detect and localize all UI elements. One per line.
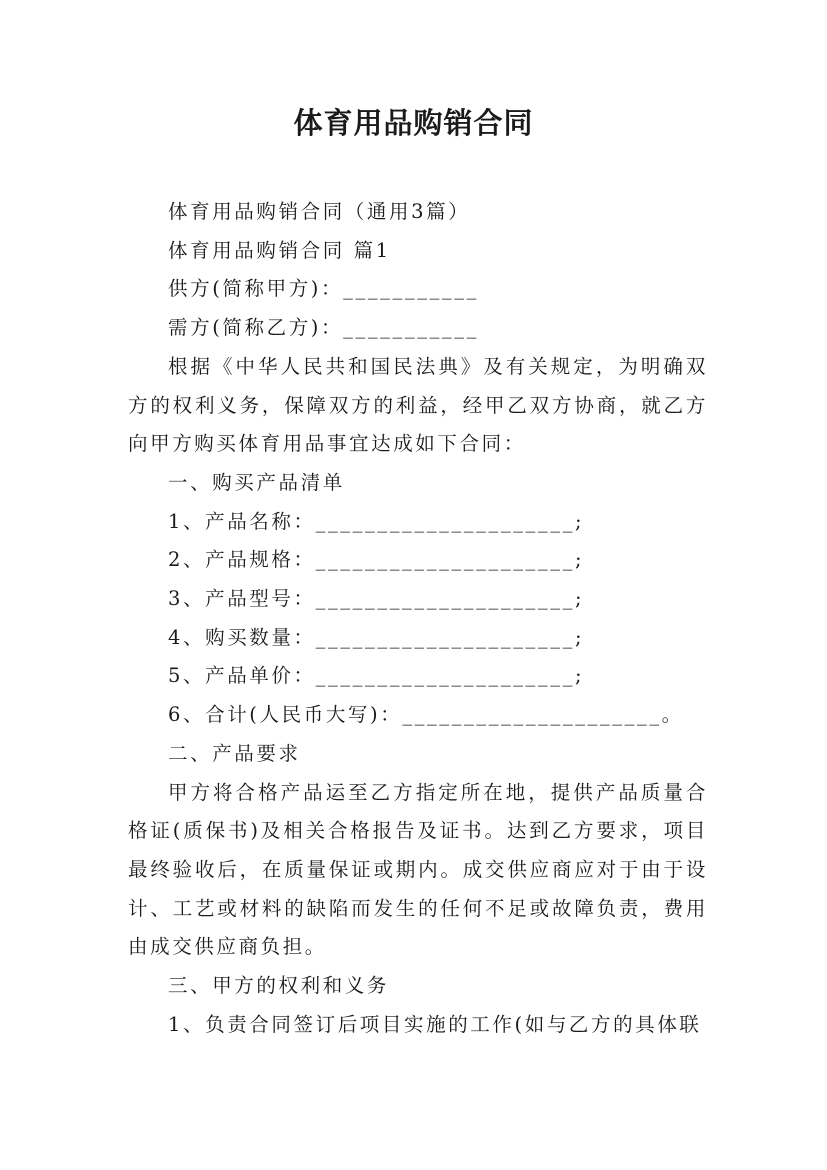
document-body (128, 193, 708, 1044)
paragraph-preamble: 根据《中华人民共和国民法典》及有关规定，为明确双方的权利义务，保障双方的利益，经甲乙双方协商，就乙方向甲方购买体育用品事宜达成如下合同： (128, 354, 708, 456)
paragraph-section-heading: 体育用品购销合同 篇1 (168, 238, 391, 262)
paragraph-product-model: 3、产品型号：_____________________; (168, 587, 585, 611)
paragraph-product-name: 1、产品名称：_____________________; (168, 509, 585, 533)
document-title: 体育用品购销合同 (293, 106, 534, 140)
paragraph-heading-requirements: 二、产品要求 (168, 741, 301, 765)
paragraph-rights-1: 1、负责合同签订后项目实施的工作(如与乙方的具体联 (168, 1012, 702, 1036)
paragraph-product-spec: 2、产品规格：_____________________; (168, 548, 585, 572)
paragraph-heading-rights: 三、甲方的权利和义务 (168, 974, 390, 998)
paragraph-requirements: 甲方将合格产品运至乙方指定所在地，提供产品质量合格证(质保书)及相关合格报告及证书。达到乙方要求，项目最终验收后，在质量保证或期内。成交供应商应对于由于设计、工艺或材料的缺陷而发生的任何不足或故障负责，费用由成交供应商负担。 (128, 780, 708, 959)
paragraph-supplier: 供方(简称甲方)：___________ (168, 277, 479, 301)
paragraph-quantity: 4、购买数量：_____________________; (168, 625, 585, 649)
paragraph-subtitle: 体育用品购销合同（通用3篇） (168, 200, 471, 223)
paragraph-buyer: 需方(简称乙方)：___________ (168, 316, 479, 340)
paragraph-total: 6、合计(人民币大写)：_____________________。 (168, 703, 684, 727)
paragraph-unit-price: 5、产品单价：_____________________; (168, 664, 585, 688)
paragraph-heading-product-list: 一、购买产品清单 (168, 470, 345, 494)
